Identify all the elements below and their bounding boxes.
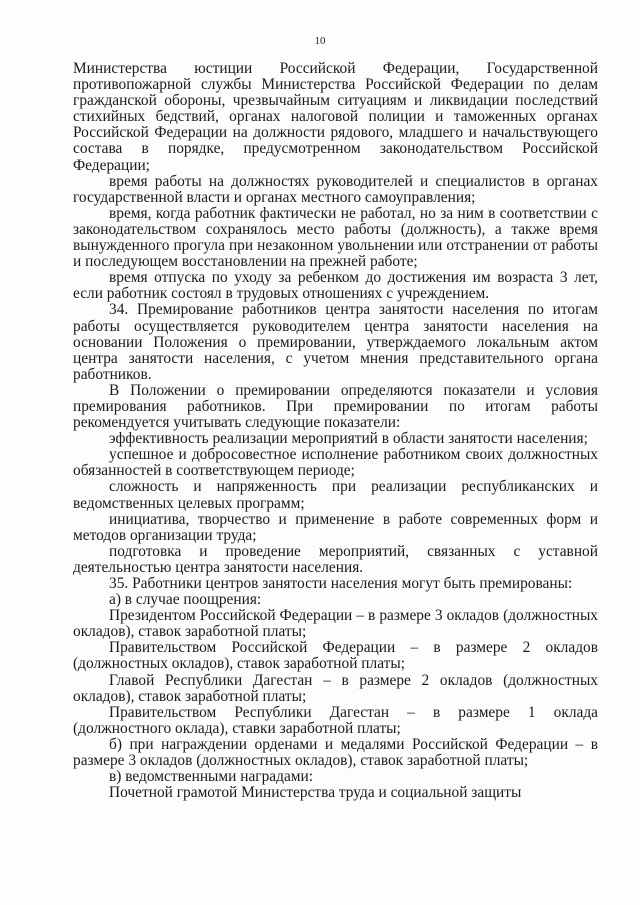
paragraph: Главой Республики Дагестан – в размере 2 окладов (должностных окладов), ставок заработной платы; <box>73 671 598 705</box>
paragraph: Президентом Российской Федерации – в размере 3 окладов (должностных окладов), ставок заработной платы; <box>73 607 598 641</box>
paragraph: эффективность реализации мероприятий в области занятости населения; <box>109 430 588 448</box>
paragraph: б) при награждении орденами и медалями Российской Федерации – в размере 3 окладов (должностных окладов), ставок заработной платы; <box>73 735 598 770</box>
paragraph: Правительством Республики Дагестан – в размере 1 оклада (должностного оклада), ставки заработной платы; <box>73 703 598 737</box>
paragraph: сложность и напряженность при реализации республиканских и ведомственных целевых программ; <box>73 478 598 512</box>
paragraph: Почетной грамотой Министерства труда и социальной защиты <box>109 784 522 802</box>
paragraph: время отпуска по уходу за ребенком до достижения им возраста 3 лет, если работник состоял в трудовых отношениях с учреждением. <box>73 269 598 303</box>
paragraph: инициатива, творчество и применение в работе современных форм и методов организации труда; <box>73 510 598 544</box>
paragraph: а) в случае поощрения: <box>109 591 262 609</box>
paragraph: Правительством Российской Федерации – в размере 2 окладов (должностных окладов), ставок заработной платы; <box>73 639 598 673</box>
paragraph: в) ведомственными наградами: <box>109 768 314 786</box>
paragraph: время, когда работник фактически не работал, но за ним в соответствии с законодательством сохранялось место работы (должность), а также время вынужденного прогула при незаконном увольнении или отстранении от работы и последующем восстановлении на прежней работе; <box>73 204 598 271</box>
document-body <box>73 61 598 801</box>
paragraph: В Положении о премировании определяются показатели и условия премирования работников. При премировании по итогам работы рекомендуется учитывать следующие показатели: <box>73 381 598 432</box>
paragraph: 34. Премирование работников центра занятости населения по итогам работы осуществляется руководителем центра занятости населения на основании Положения о премировании, утверждаемого локальным актом центра занятости населения, с учетом мнения представительного органа работников. <box>73 301 598 383</box>
paragraph: подготовка и проведение мероприятий, связанных с уставной деятельностью центра занятости населения. <box>73 542 598 576</box>
paragraph: Министерства юстиции Российской Федерации, Государственной противопожарной службы Министерства Российской Федерации по делам гражданской обороны, чрезвычайным ситуациям и ликвидации последствий стихийных бедствий, органах налоговой полиции и таможенных органах Российской Федерации на должности рядового, младшего и начальствующего состава в порядке, предусмотренном законодательством Российской Федерации; <box>73 60 598 174</box>
paragraph: успешное и добросовестное исполнение работником своих должностных обязанностей в соответствующем периоде; <box>73 446 598 480</box>
page-number: 10 <box>314 35 326 47</box>
paragraph: время работы на должностях руководителей и специалистов в органах государственной власти и органах местного самоуправления; <box>73 172 598 206</box>
paragraph: 35. Работники центров занятости населения могут быть премированы: <box>109 575 573 592</box>
